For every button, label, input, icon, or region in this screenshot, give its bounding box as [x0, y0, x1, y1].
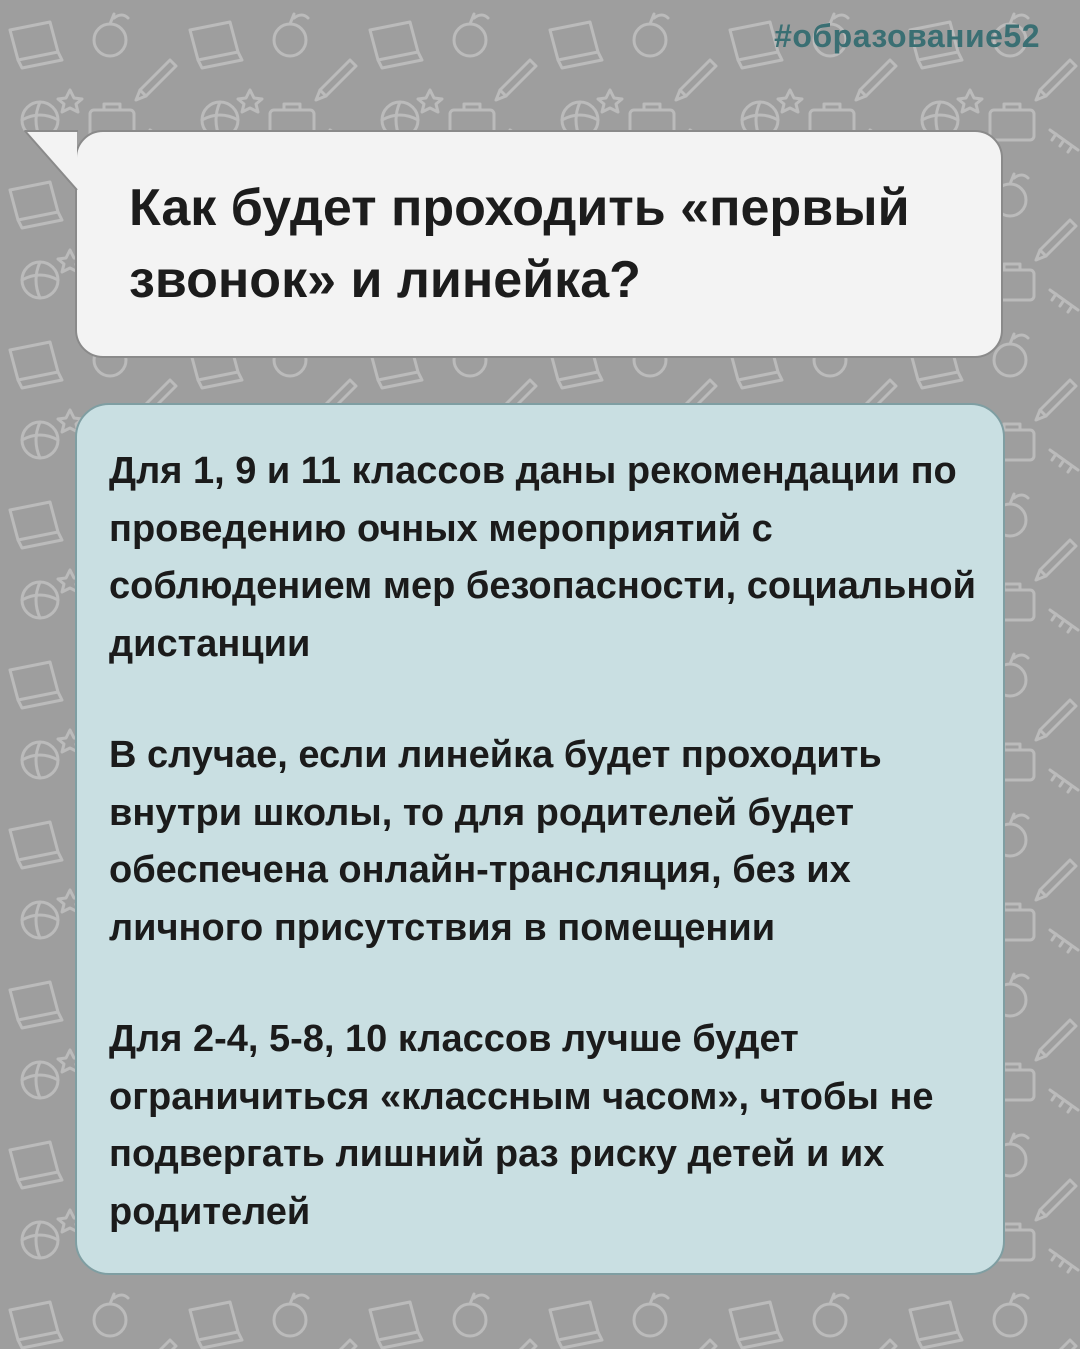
answer-card [75, 403, 1005, 1275]
answer-paragraph-2: В случае, если линейка будет проходить внутри школы, то для родителей будет обеспечена онлайн-трансляция, без их личного присутствия в помещении [109, 734, 882, 949]
question-title: Как будет проходить «первый звонок» и линейка? [129, 179, 910, 309]
hashtag-label: #образование52 [774, 18, 1040, 54]
question-bubble [75, 130, 1003, 358]
speech-bubble-tail-icon [22, 128, 132, 228]
answer-paragraph-1: Для 1, 9 и 11 классов даны рекомендации по проведению очных мероприятий с соблюдением мер безопасности, социальной дистанции [109, 450, 976, 665]
answer-paragraph-3: Для 2-4, 5-8, 10 классов лучше будет ограничиться «классным часом», чтобы не подвергать лишний раз риску детей и их родителей [109, 1018, 934, 1233]
